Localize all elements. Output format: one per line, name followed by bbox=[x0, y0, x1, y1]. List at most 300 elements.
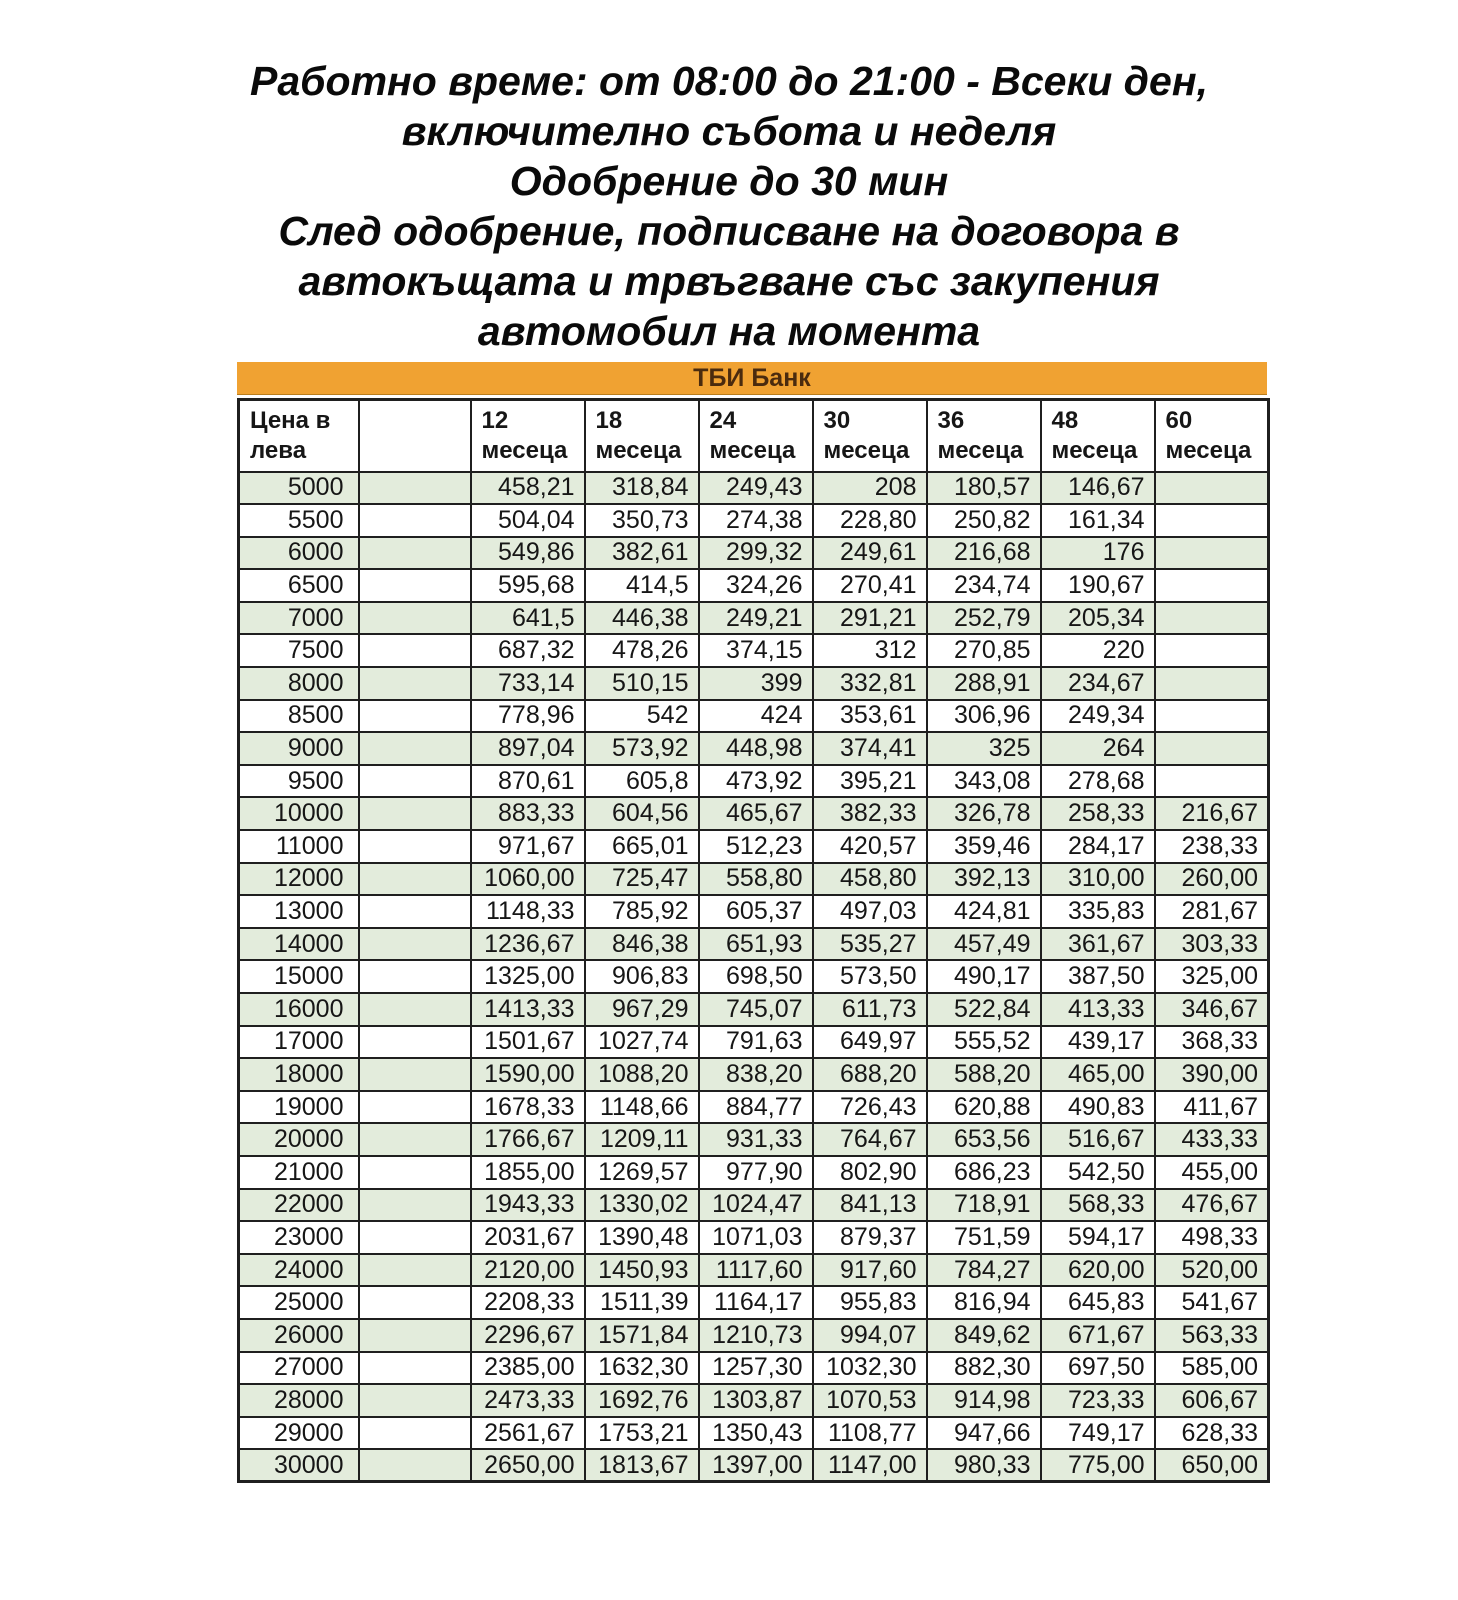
payment-cell: 802,90 bbox=[813, 1156, 927, 1189]
payment-cell: 335,83 bbox=[1041, 895, 1155, 928]
payment-cell: 1450,93 bbox=[585, 1254, 699, 1287]
payment-cell: 392,13 bbox=[927, 863, 1041, 896]
payment-cell: 2120,00 bbox=[471, 1254, 585, 1287]
payment-cell: 382,33 bbox=[813, 797, 927, 830]
payment-cell: 176 bbox=[1041, 537, 1155, 570]
payment-cell: 1108,77 bbox=[813, 1417, 927, 1450]
payment-cell: 1511,39 bbox=[585, 1286, 699, 1319]
payment-cell: 361,67 bbox=[1041, 928, 1155, 961]
payment-cell: 504,04 bbox=[471, 504, 585, 537]
table-row bbox=[239, 667, 1269, 700]
months-label: месеца bbox=[1051, 436, 1138, 464]
col-header-months-12 bbox=[471, 400, 585, 472]
payment-cell: 791,63 bbox=[699, 1026, 813, 1059]
payment-cell: 374,41 bbox=[813, 732, 927, 765]
payment-cell bbox=[1155, 569, 1269, 602]
payment-cell: 605,8 bbox=[585, 765, 699, 798]
payment-cell bbox=[1155, 765, 1269, 798]
payment-cell: 1692,76 bbox=[585, 1384, 699, 1417]
payment-cell bbox=[1155, 732, 1269, 765]
spacer-cell bbox=[359, 667, 471, 700]
payment-cell: 1390,48 bbox=[585, 1221, 699, 1254]
payment-cell bbox=[1155, 667, 1269, 700]
price-cell: 21000 bbox=[239, 1156, 359, 1189]
payment-cell: 977,90 bbox=[699, 1156, 813, 1189]
payment-cell: 274,38 bbox=[699, 504, 813, 537]
payment-cell: 917,60 bbox=[813, 1254, 927, 1287]
payment-cell: 535,27 bbox=[813, 928, 927, 961]
payment-cell: 216,68 bbox=[927, 537, 1041, 570]
payment-cell: 258,33 bbox=[1041, 797, 1155, 830]
payment-cell: 573,92 bbox=[585, 732, 699, 765]
payment-cell: 252,79 bbox=[927, 602, 1041, 635]
payment-cell: 288,91 bbox=[927, 667, 1041, 700]
table-row bbox=[239, 830, 1269, 863]
payment-cell: 698,50 bbox=[699, 960, 813, 993]
payment-cell: 490,17 bbox=[927, 960, 1041, 993]
table-row bbox=[239, 1123, 1269, 1156]
payment-cell: 967,29 bbox=[585, 993, 699, 1026]
payment-cell: 343,08 bbox=[927, 765, 1041, 798]
payment-cell: 870,61 bbox=[471, 765, 585, 798]
payment-cell: 478,26 bbox=[585, 634, 699, 667]
payment-cell: 510,15 bbox=[585, 667, 699, 700]
col-header-price-line2: лева bbox=[250, 436, 307, 464]
payment-cell: 448,98 bbox=[699, 732, 813, 765]
title-line-3: Одобрение до 30 мин bbox=[509, 158, 949, 204]
payment-cell: 457,49 bbox=[927, 928, 1041, 961]
payment-cell: 1350,43 bbox=[699, 1417, 813, 1450]
spacer-cell bbox=[359, 1352, 471, 1385]
months-label: месеца bbox=[595, 436, 682, 464]
price-cell: 15000 bbox=[239, 960, 359, 993]
price-cell: 26000 bbox=[239, 1319, 359, 1352]
payment-cell: 751,59 bbox=[927, 1221, 1041, 1254]
payment-cell: 395,21 bbox=[813, 765, 927, 798]
spacer-cell bbox=[359, 1449, 471, 1482]
payment-cell: 498,33 bbox=[1155, 1221, 1269, 1254]
payment-cell: 1501,67 bbox=[471, 1026, 585, 1059]
spacer-cell bbox=[359, 634, 471, 667]
payment-cell: 390,00 bbox=[1155, 1058, 1269, 1091]
months-number: 24 bbox=[709, 406, 737, 434]
spacer-cell bbox=[359, 700, 471, 733]
payment-cell: 446,38 bbox=[585, 602, 699, 635]
payment-cell: 653,56 bbox=[927, 1123, 1041, 1156]
payment-cell: 2031,67 bbox=[471, 1221, 585, 1254]
payment-cell: 512,23 bbox=[699, 830, 813, 863]
payment-cell: 884,77 bbox=[699, 1091, 813, 1124]
payment-cell: 1269,57 bbox=[585, 1156, 699, 1189]
col-header-months-24 bbox=[699, 400, 813, 472]
price-cell: 23000 bbox=[239, 1221, 359, 1254]
payment-cell: 897,04 bbox=[471, 732, 585, 765]
price-cell: 6500 bbox=[239, 569, 359, 602]
payment-cell: 1164,17 bbox=[699, 1286, 813, 1319]
payment-cell: 516,67 bbox=[1041, 1123, 1155, 1156]
payment-cell: 542 bbox=[585, 700, 699, 733]
payment-cell: 1236,67 bbox=[471, 928, 585, 961]
payment-cell: 1678,33 bbox=[471, 1091, 585, 1124]
table-row bbox=[239, 1189, 1269, 1222]
payment-cell: 563,33 bbox=[1155, 1319, 1269, 1352]
payment-cell bbox=[1155, 537, 1269, 570]
payment-cell: 324,26 bbox=[699, 569, 813, 602]
payment-cell: 249,21 bbox=[699, 602, 813, 635]
months-label: месеца bbox=[709, 436, 796, 464]
table-row bbox=[239, 1254, 1269, 1287]
price-cell: 16000 bbox=[239, 993, 359, 1026]
title-line-5: автокъщата и трвъгване със закупения bbox=[298, 258, 1160, 304]
payment-cell: 411,67 bbox=[1155, 1091, 1269, 1124]
payment-cell: 270,41 bbox=[813, 569, 927, 602]
payment-cell: 420,57 bbox=[813, 830, 927, 863]
payment-cell: 284,17 bbox=[1041, 830, 1155, 863]
payment-cell: 568,33 bbox=[1041, 1189, 1155, 1222]
spacer-cell bbox=[359, 1091, 471, 1124]
months-number: 12 bbox=[481, 406, 509, 434]
table-row bbox=[239, 1286, 1269, 1319]
payments-table bbox=[237, 398, 1270, 1483]
payment-cell: 1413,33 bbox=[471, 993, 585, 1026]
payment-cell: 541,67 bbox=[1155, 1286, 1269, 1319]
payment-cell: 497,03 bbox=[813, 895, 927, 928]
payment-cell: 249,61 bbox=[813, 537, 927, 570]
payment-cell: 555,52 bbox=[927, 1026, 1041, 1059]
payment-cell: 413,33 bbox=[1041, 993, 1155, 1026]
payment-cell: 146,67 bbox=[1041, 472, 1155, 505]
spacer-cell bbox=[359, 960, 471, 993]
spacer-cell bbox=[359, 732, 471, 765]
table-row bbox=[239, 1091, 1269, 1124]
payment-cell: 549,86 bbox=[471, 537, 585, 570]
payment-cell: 382,61 bbox=[585, 537, 699, 570]
spacer-cell bbox=[359, 830, 471, 863]
payment-cell: 1209,11 bbox=[585, 1123, 699, 1156]
col-header-price-line1: Цена в bbox=[250, 406, 331, 434]
payment-cell: 2650,00 bbox=[471, 1449, 585, 1482]
payment-cell: 2296,67 bbox=[471, 1319, 585, 1352]
payment-cell: 1147,00 bbox=[813, 1449, 927, 1482]
price-cell: 18000 bbox=[239, 1058, 359, 1091]
payment-cell: 849,62 bbox=[927, 1319, 1041, 1352]
payment-cell: 424 bbox=[699, 700, 813, 733]
spacer-cell bbox=[359, 1417, 471, 1450]
payment-cell: 841,13 bbox=[813, 1189, 927, 1222]
table-row bbox=[239, 1319, 1269, 1352]
payment-cell: 190,67 bbox=[1041, 569, 1155, 602]
payment-cell: 1070,53 bbox=[813, 1384, 927, 1417]
payment-cell: 1027,74 bbox=[585, 1026, 699, 1059]
payment-cell: 332,81 bbox=[813, 667, 927, 700]
payment-cell: 994,07 bbox=[813, 1319, 927, 1352]
payment-cell: 306,96 bbox=[927, 700, 1041, 733]
table-row bbox=[239, 960, 1269, 993]
price-cell: 27000 bbox=[239, 1352, 359, 1385]
payment-cell: 249,34 bbox=[1041, 700, 1155, 733]
payment-cell: 433,33 bbox=[1155, 1123, 1269, 1156]
title-line-6: автомобил на момента bbox=[477, 308, 981, 354]
payment-cell: 359,46 bbox=[927, 830, 1041, 863]
price-cell: 28000 bbox=[239, 1384, 359, 1417]
payment-cell: 733,14 bbox=[471, 667, 585, 700]
price-cell: 19000 bbox=[239, 1091, 359, 1124]
payment-cell: 1813,67 bbox=[585, 1449, 699, 1482]
price-cell: 20000 bbox=[239, 1123, 359, 1156]
payment-cell: 260,00 bbox=[1155, 863, 1269, 896]
payment-cell bbox=[1155, 472, 1269, 505]
payment-cell: 1590,00 bbox=[471, 1058, 585, 1091]
months-label: месеца bbox=[1165, 436, 1252, 464]
payment-cell: 1210,73 bbox=[699, 1319, 813, 1352]
payment-cell: 310,00 bbox=[1041, 863, 1155, 896]
payment-cell: 424,81 bbox=[927, 895, 1041, 928]
payment-cell: 606,67 bbox=[1155, 1384, 1269, 1417]
payment-cell: 650,00 bbox=[1155, 1449, 1269, 1482]
price-cell: 5000 bbox=[239, 472, 359, 505]
payment-cell: 312 bbox=[813, 634, 927, 667]
payment-cell: 1117,60 bbox=[699, 1254, 813, 1287]
payment-cell: 723,33 bbox=[1041, 1384, 1155, 1417]
table-row bbox=[239, 569, 1269, 602]
payment-cell: 784,27 bbox=[927, 1254, 1041, 1287]
payment-cell: 522,84 bbox=[927, 993, 1041, 1026]
payment-cell: 520,00 bbox=[1155, 1254, 1269, 1287]
payment-cell: 558,80 bbox=[699, 863, 813, 896]
price-cell: 25000 bbox=[239, 1286, 359, 1319]
table-row bbox=[239, 602, 1269, 635]
price-cell: 17000 bbox=[239, 1026, 359, 1059]
page-title bbox=[0, 56, 1458, 356]
table-row bbox=[239, 895, 1269, 928]
price-cell: 12000 bbox=[239, 863, 359, 896]
payment-cell: 465,00 bbox=[1041, 1058, 1155, 1091]
payment-cell: 955,83 bbox=[813, 1286, 927, 1319]
price-cell: 9500 bbox=[239, 765, 359, 798]
spacer-cell bbox=[359, 1254, 471, 1287]
spacer-cell bbox=[359, 537, 471, 570]
payment-cell: 686,23 bbox=[927, 1156, 1041, 1189]
months-number: 36 bbox=[937, 406, 965, 434]
payment-cell: 180,57 bbox=[927, 472, 1041, 505]
payment-cell: 594,17 bbox=[1041, 1221, 1155, 1254]
payment-cell: 326,78 bbox=[927, 797, 1041, 830]
payment-cell: 906,83 bbox=[585, 960, 699, 993]
payment-cell: 318,84 bbox=[585, 472, 699, 505]
spacer-cell bbox=[359, 1189, 471, 1222]
table-row bbox=[239, 1449, 1269, 1482]
payment-cell: 1330,02 bbox=[585, 1189, 699, 1222]
payment-cell bbox=[1155, 602, 1269, 635]
payment-cell: 1148,66 bbox=[585, 1091, 699, 1124]
table-row bbox=[239, 1417, 1269, 1450]
payment-cell: 620,88 bbox=[927, 1091, 1041, 1124]
payment-cell: 2208,33 bbox=[471, 1286, 585, 1319]
table-row bbox=[239, 1384, 1269, 1417]
payment-cell: 291,21 bbox=[813, 602, 927, 635]
col-header-spacer bbox=[359, 400, 471, 472]
payment-cell: 1397,00 bbox=[699, 1449, 813, 1482]
title-line-4: След одобрение, подписване на договора в bbox=[278, 208, 1180, 254]
payment-cell: 749,17 bbox=[1041, 1417, 1155, 1450]
payment-cell: 238,33 bbox=[1155, 830, 1269, 863]
months-number: 60 bbox=[1165, 406, 1193, 434]
payment-cell: 611,73 bbox=[813, 993, 927, 1026]
payment-cell: 374,15 bbox=[699, 634, 813, 667]
spacer-cell bbox=[359, 1286, 471, 1319]
payment-cell: 350,73 bbox=[585, 504, 699, 537]
payment-cell: 250,82 bbox=[927, 504, 1041, 537]
payment-cell: 1060,00 bbox=[471, 863, 585, 896]
bank-banner: ТБИ Банк bbox=[237, 362, 1267, 395]
payment-cell: 473,92 bbox=[699, 765, 813, 798]
payment-cell: 325 bbox=[927, 732, 1041, 765]
spacer-cell bbox=[359, 797, 471, 830]
title-line-2: включително събота и неделя bbox=[401, 108, 1057, 154]
payment-cell: 465,67 bbox=[699, 797, 813, 830]
payment-cell: 726,43 bbox=[813, 1091, 927, 1124]
payment-cell: 1088,20 bbox=[585, 1058, 699, 1091]
price-cell: 22000 bbox=[239, 1189, 359, 1222]
payment-cell: 816,94 bbox=[927, 1286, 1041, 1319]
table-row bbox=[239, 1221, 1269, 1254]
payment-cell: 775,00 bbox=[1041, 1449, 1155, 1482]
payment-cell: 883,33 bbox=[471, 797, 585, 830]
payment-cell: 641,5 bbox=[471, 602, 585, 635]
months-number: 30 bbox=[823, 406, 851, 434]
payment-cell: 1257,30 bbox=[699, 1352, 813, 1385]
payment-cell: 208 bbox=[813, 472, 927, 505]
payment-cell: 490,83 bbox=[1041, 1091, 1155, 1124]
table-row bbox=[239, 863, 1269, 896]
spacer-cell bbox=[359, 928, 471, 961]
payment-cell: 1032,30 bbox=[813, 1352, 927, 1385]
table-row bbox=[239, 1058, 1269, 1091]
payment-cell bbox=[1155, 634, 1269, 667]
col-header-months-18 bbox=[585, 400, 699, 472]
payment-cell: 414,5 bbox=[585, 569, 699, 602]
payment-cell: 1632,30 bbox=[585, 1352, 699, 1385]
payment-cell: 914,98 bbox=[927, 1384, 1041, 1417]
payment-cell: 882,30 bbox=[927, 1352, 1041, 1385]
payment-cell: 651,93 bbox=[699, 928, 813, 961]
table-body bbox=[239, 472, 1269, 1482]
payment-cell: 588,20 bbox=[927, 1058, 1041, 1091]
table-row bbox=[239, 1156, 1269, 1189]
spacer-cell bbox=[359, 1123, 471, 1156]
spacer-cell bbox=[359, 993, 471, 1026]
payment-cell: 573,50 bbox=[813, 960, 927, 993]
price-cell: 7000 bbox=[239, 602, 359, 635]
payment-cell: 234,67 bbox=[1041, 667, 1155, 700]
payment-cell: 455,00 bbox=[1155, 1156, 1269, 1189]
spacer-cell bbox=[359, 472, 471, 505]
price-cell: 11000 bbox=[239, 830, 359, 863]
payment-cell: 303,33 bbox=[1155, 928, 1269, 961]
payment-cell: 604,56 bbox=[585, 797, 699, 830]
table-row bbox=[239, 700, 1269, 733]
payment-cell: 476,67 bbox=[1155, 1189, 1269, 1222]
payment-cell: 1855,00 bbox=[471, 1156, 585, 1189]
payment-cell: 1303,87 bbox=[699, 1384, 813, 1417]
payment-cell: 1325,00 bbox=[471, 960, 585, 993]
price-cell: 6000 bbox=[239, 537, 359, 570]
table-row bbox=[239, 993, 1269, 1026]
payment-cell: 299,32 bbox=[699, 537, 813, 570]
payment-cell: 234,74 bbox=[927, 569, 1041, 602]
payment-cell: 879,37 bbox=[813, 1221, 927, 1254]
col-header-months-60 bbox=[1155, 400, 1269, 472]
months-number: 18 bbox=[595, 406, 623, 434]
price-cell: 9000 bbox=[239, 732, 359, 765]
payment-cell: 671,67 bbox=[1041, 1319, 1155, 1352]
payment-cell: 778,96 bbox=[471, 700, 585, 733]
price-table bbox=[237, 362, 1267, 1483]
price-cell: 30000 bbox=[239, 1449, 359, 1482]
table-row bbox=[239, 732, 1269, 765]
spacer-cell bbox=[359, 1026, 471, 1059]
payment-cell: 2473,33 bbox=[471, 1384, 585, 1417]
payment-cell: 387,50 bbox=[1041, 960, 1155, 993]
payment-cell: 2561,67 bbox=[471, 1417, 585, 1450]
price-cell: 7500 bbox=[239, 634, 359, 667]
spacer-cell bbox=[359, 1221, 471, 1254]
col-header-price bbox=[239, 400, 359, 472]
payment-cell bbox=[1155, 504, 1269, 537]
payment-cell: 649,97 bbox=[813, 1026, 927, 1059]
price-cell: 5500 bbox=[239, 504, 359, 537]
spacer-cell bbox=[359, 1156, 471, 1189]
payment-cell: 785,92 bbox=[585, 895, 699, 928]
payment-cell: 971,67 bbox=[471, 830, 585, 863]
payment-cell: 278,68 bbox=[1041, 765, 1155, 798]
payment-cell: 216,67 bbox=[1155, 797, 1269, 830]
payment-cell: 161,34 bbox=[1041, 504, 1155, 537]
payment-cell: 1753,21 bbox=[585, 1417, 699, 1450]
price-cell: 29000 bbox=[239, 1417, 359, 1450]
payment-cell: 220 bbox=[1041, 634, 1155, 667]
payment-cell: 542,50 bbox=[1041, 1156, 1155, 1189]
price-cell: 14000 bbox=[239, 928, 359, 961]
payment-cell: 620,00 bbox=[1041, 1254, 1155, 1287]
price-cell: 24000 bbox=[239, 1254, 359, 1287]
payment-cell: 1148,33 bbox=[471, 895, 585, 928]
payment-cell bbox=[1155, 700, 1269, 733]
payment-cell: 605,37 bbox=[699, 895, 813, 928]
payment-cell: 1024,47 bbox=[699, 1189, 813, 1222]
months-label: месеца bbox=[481, 436, 568, 464]
payment-cell: 368,33 bbox=[1155, 1026, 1269, 1059]
payment-cell: 2385,00 bbox=[471, 1352, 585, 1385]
payment-cell: 1071,03 bbox=[699, 1221, 813, 1254]
payment-cell: 665,01 bbox=[585, 830, 699, 863]
payment-cell: 718,91 bbox=[927, 1189, 1041, 1222]
payment-cell: 687,32 bbox=[471, 634, 585, 667]
title-line-1: Работно време: от 08:00 до 21:00 - Всеки ден, bbox=[250, 58, 1208, 104]
payment-cell: 458,21 bbox=[471, 472, 585, 505]
table-row bbox=[239, 634, 1269, 667]
payment-cell: 458,80 bbox=[813, 863, 927, 896]
payment-cell: 264 bbox=[1041, 732, 1155, 765]
payment-cell: 439,17 bbox=[1041, 1026, 1155, 1059]
table-row bbox=[239, 928, 1269, 961]
payment-cell: 947,66 bbox=[927, 1417, 1041, 1450]
payment-cell: 764,67 bbox=[813, 1123, 927, 1156]
payment-cell: 205,34 bbox=[1041, 602, 1155, 635]
payment-cell: 399 bbox=[699, 667, 813, 700]
payment-cell: 688,20 bbox=[813, 1058, 927, 1091]
price-cell: 8500 bbox=[239, 700, 359, 733]
